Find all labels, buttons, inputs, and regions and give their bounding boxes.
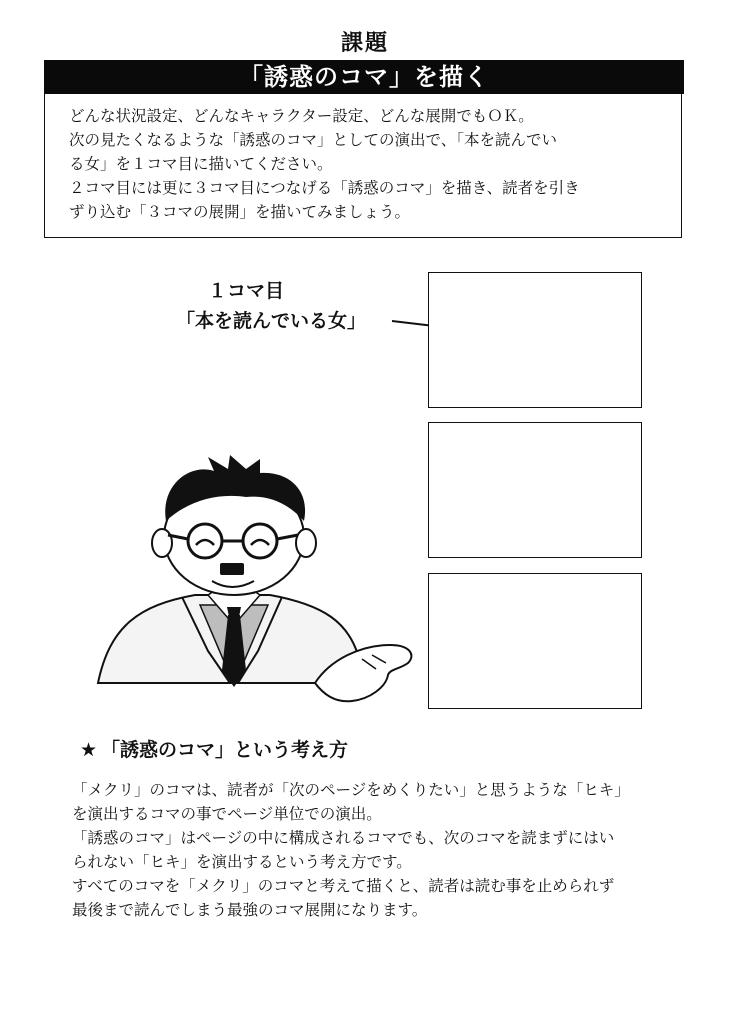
panel-subject-label: 「本を読んでいる女」 [176, 310, 367, 332]
page-title: 課題 [340, 31, 389, 56]
instruction-line: ２コマ目には更に３コマ目につなげる「誘惑のコマ」を描き、読者を引き [69, 179, 580, 197]
concept-body [72, 778, 630, 922]
star-icon: ★ [80, 739, 98, 761]
instruction-line: る女」を１コマ目に描いてください。 [69, 155, 333, 173]
manga-panel-1[interactable] [428, 272, 642, 408]
concept-line: を演出するコマの事でページ単位での演出。 [72, 805, 382, 823]
manga-panel-2[interactable] [428, 422, 642, 558]
concept-line: 「誘惑のコマ」はページの中に構成されるコマでも、次のコマを読まずにはい [72, 829, 615, 847]
concept-line: 「メクリ」のコマは、読者が「次のページをめくりたい」と思うような「ヒキ」 [72, 781, 630, 799]
concept-line: 最後まで読んでしまう最強のコマ展開になります。 [72, 901, 428, 919]
panel-number-label: １コマ目 [208, 280, 285, 302]
manga-panel-3[interactable] [428, 573, 642, 709]
instruction-line: 次の見たくなるような「誘惑のコマ」としての演出で、「本を読んでい [69, 131, 557, 149]
concept-line: られない「ヒキ」を演出するという考え方です。 [72, 853, 412, 871]
instruction-line: どんな状況設定、どんなキャラクター設定、どんな展開でもＯＫ。 [69, 107, 534, 125]
concept-section-title [80, 736, 348, 764]
instruction-line: ずり込む「３コマの展開」を描いてみましょう。 [69, 203, 411, 221]
teacher-illustration-icon [90, 455, 420, 715]
concept-line: すべてのコマを「メクリ」のコマと考えて描くと、読者は読む事を止められず [72, 877, 615, 895]
assignment-banner: 「誘惑のコマ」を描く [44, 60, 684, 94]
concept-title-text: 「誘惑のコマ」という考え方 [101, 739, 349, 761]
